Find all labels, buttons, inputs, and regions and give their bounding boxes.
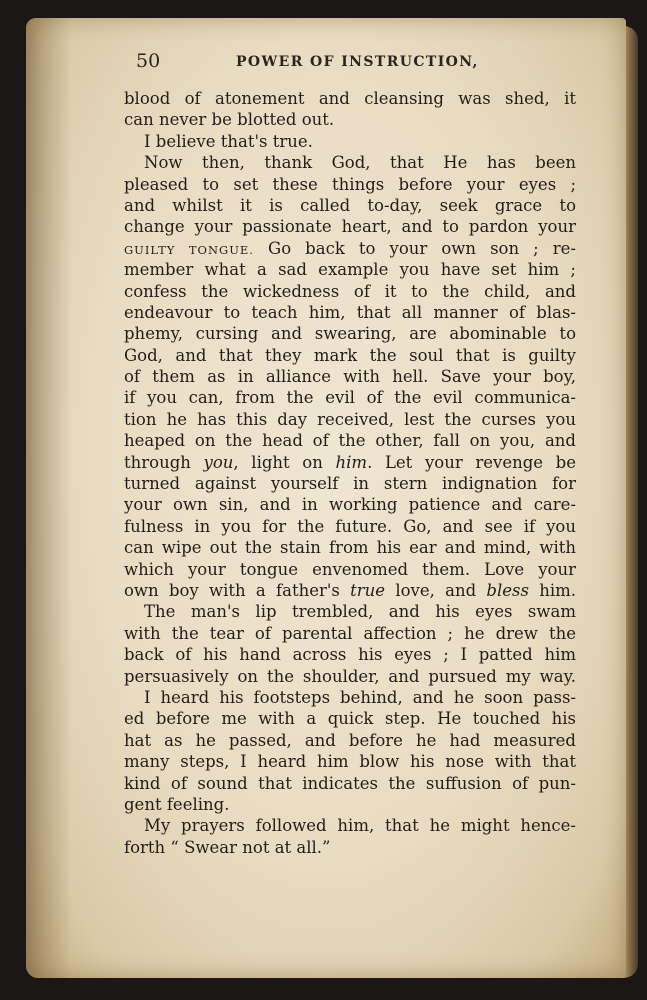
text-line: pleased to set these things before your eyes ; <box>124 174 576 194</box>
text-line: confess the wickedness of it to the child, and <box>124 281 576 301</box>
small-caps-phrase: GUILTY TONGUE. <box>124 242 254 257</box>
text-line: ed before me with a quick step. He touched his <box>124 709 576 729</box>
text-line: your own sin, and in working patience and care- <box>124 495 576 515</box>
text-line: member what a sad example you have set him ; <box>124 260 576 280</box>
text-line: many steps, I heard him blow his nose with that <box>124 752 576 772</box>
text-line: turned against yourself in stern indignation for <box>124 474 576 494</box>
text-line: can wipe out the stain from his ear and mind, with <box>124 538 576 558</box>
text-line: endeavour to teach him, that all manner of blas- <box>124 302 576 322</box>
running-title: POWER OF INSTRUCTION, <box>236 54 479 70</box>
page-number: 50 <box>136 50 161 72</box>
text-line: blood of atonement and cleansing was shed, it <box>124 89 576 108</box>
text-line: Now then, thank God, that He has been <box>144 153 576 173</box>
text-line: back of his hand across his eyes ; I patted him <box>124 645 576 665</box>
body-text <box>124 88 576 858</box>
text-line: tion he has this day received, lest the curses you <box>124 409 576 429</box>
page-header <box>106 50 586 74</box>
text-line: own boy with a father's true love, and bless him. <box>124 580 577 600</box>
text-line: kind of sound that indicates the suffusion of pun- <box>124 773 576 793</box>
text-line: I heard his footsteps behind, and he soon pass- <box>144 687 576 707</box>
text-line: forth “ Swear not at all.” <box>124 837 331 857</box>
text-line: persuasively on the shoulder, and pursued my way. <box>124 666 576 686</box>
text-line: and whilst it is called to-day, seek grace to <box>124 195 576 215</box>
text-line: change your passionate heart, and to pardon your <box>124 217 576 237</box>
text-line: My prayers followed him, that he might hence- <box>144 816 576 836</box>
text-line: GUILTY TONGUE. Go back to your own son ; re- <box>124 238 576 258</box>
text-line: can never be blotted out. <box>124 110 335 130</box>
text-line: if you can, from the evil of the evil communica- <box>124 388 576 408</box>
text-line: which your tongue envenomed them. Love your <box>124 559 576 579</box>
text-line: hat as he passed, and before he had measured <box>124 730 576 750</box>
text-line: of them as in alliance with hell. Save your boy, <box>124 367 576 387</box>
text-line: I believe that's true. <box>144 131 313 151</box>
text-line: with the tear of parental affection ; he drew the <box>124 623 576 643</box>
text-line: gent feeling. <box>124 794 230 814</box>
text-line: God, and that they mark the soul that is guilty <box>124 345 576 365</box>
text-line: through you, light on him. Let your revenge be <box>124 452 576 472</box>
text-line: The man's lip trembled, and his eyes swam <box>144 602 576 622</box>
text-line: phemy, cursing and swearing, are abominable to <box>124 324 576 344</box>
text-line: fulness in you for the future. Go, and see if you <box>124 516 576 536</box>
text-line: heaped on the head of the other, fall on you, and <box>124 431 576 451</box>
